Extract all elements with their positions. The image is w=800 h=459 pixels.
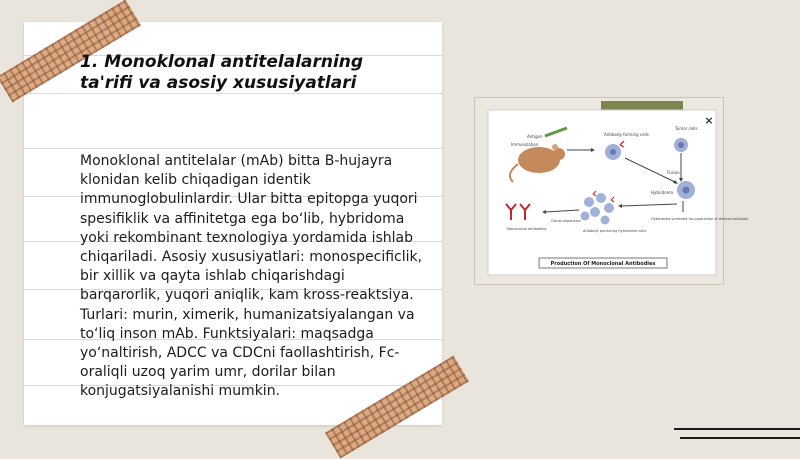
- monoclonal-production-figure: [474, 97, 749, 285]
- tumor-cell-icon: [674, 138, 688, 152]
- label-monoclonal-antibodies: Monoclonal antibodies: [507, 227, 547, 231]
- paper-rule: [24, 148, 442, 149]
- label-antibody-forming-cells: Antibody forming cells: [604, 132, 649, 137]
- label-hybridoma-screened: Hybridoma screened for production of desired antibody: [651, 217, 749, 221]
- slide-body-text: Monoklonal antitelalar (mAb) bitta B-hujayra klonidan kelib chiqadigan identik immunoglobulinlardir. Ular bitta epitopga yuqori spesifiklik va affinitetga ega bo‘lib, hybridoma yoki rekombinant texnologiya yordamida ishlab chiqariladi. Asosiy xususiyatlari: monospecificlik, bir xillik va qayta ishlab chiqarishdagi barqarorlik, yuqori aniqlik, kam kross-reaktsiya. Turlari: murin, ximerik, humanizatsiyalangan va to‘liq inson mAb. Funktsiyalari: maqsadga yo‘naltirish, ADCC va CDCni faollashtirish, Fc-oraliqli uzoq yarim umr, dorilar bilan konjugatsiyalanishi mumkin.: [80, 153, 423, 400]
- decorative-line: [680, 437, 800, 439]
- label-clonal-expansion: Clonal expansion: [551, 219, 581, 223]
- label-antibody-producing-hybridoma: Antibody producing hybridoma cells: [583, 229, 647, 233]
- decorative-line: [674, 428, 800, 430]
- label-antigen: Antigen: [527, 134, 543, 139]
- label-immunization: Immunization: [511, 142, 539, 147]
- label-tumor-cells: Tumor cells: [675, 126, 698, 131]
- figure-close-icon[interactable]: ×: [704, 114, 714, 127]
- figure-caption: Production Of Monoclonal Antibodies: [550, 261, 656, 267]
- label-hybridoma: Hybridoma: [651, 190, 674, 195]
- label-fusion: Fusion: [667, 170, 680, 175]
- slide-title: 1. Monoklonal antitelalarning ta'rifi va asosiy xususiyatlari: [80, 52, 364, 93]
- hybridoma-cell-icon: [677, 181, 695, 199]
